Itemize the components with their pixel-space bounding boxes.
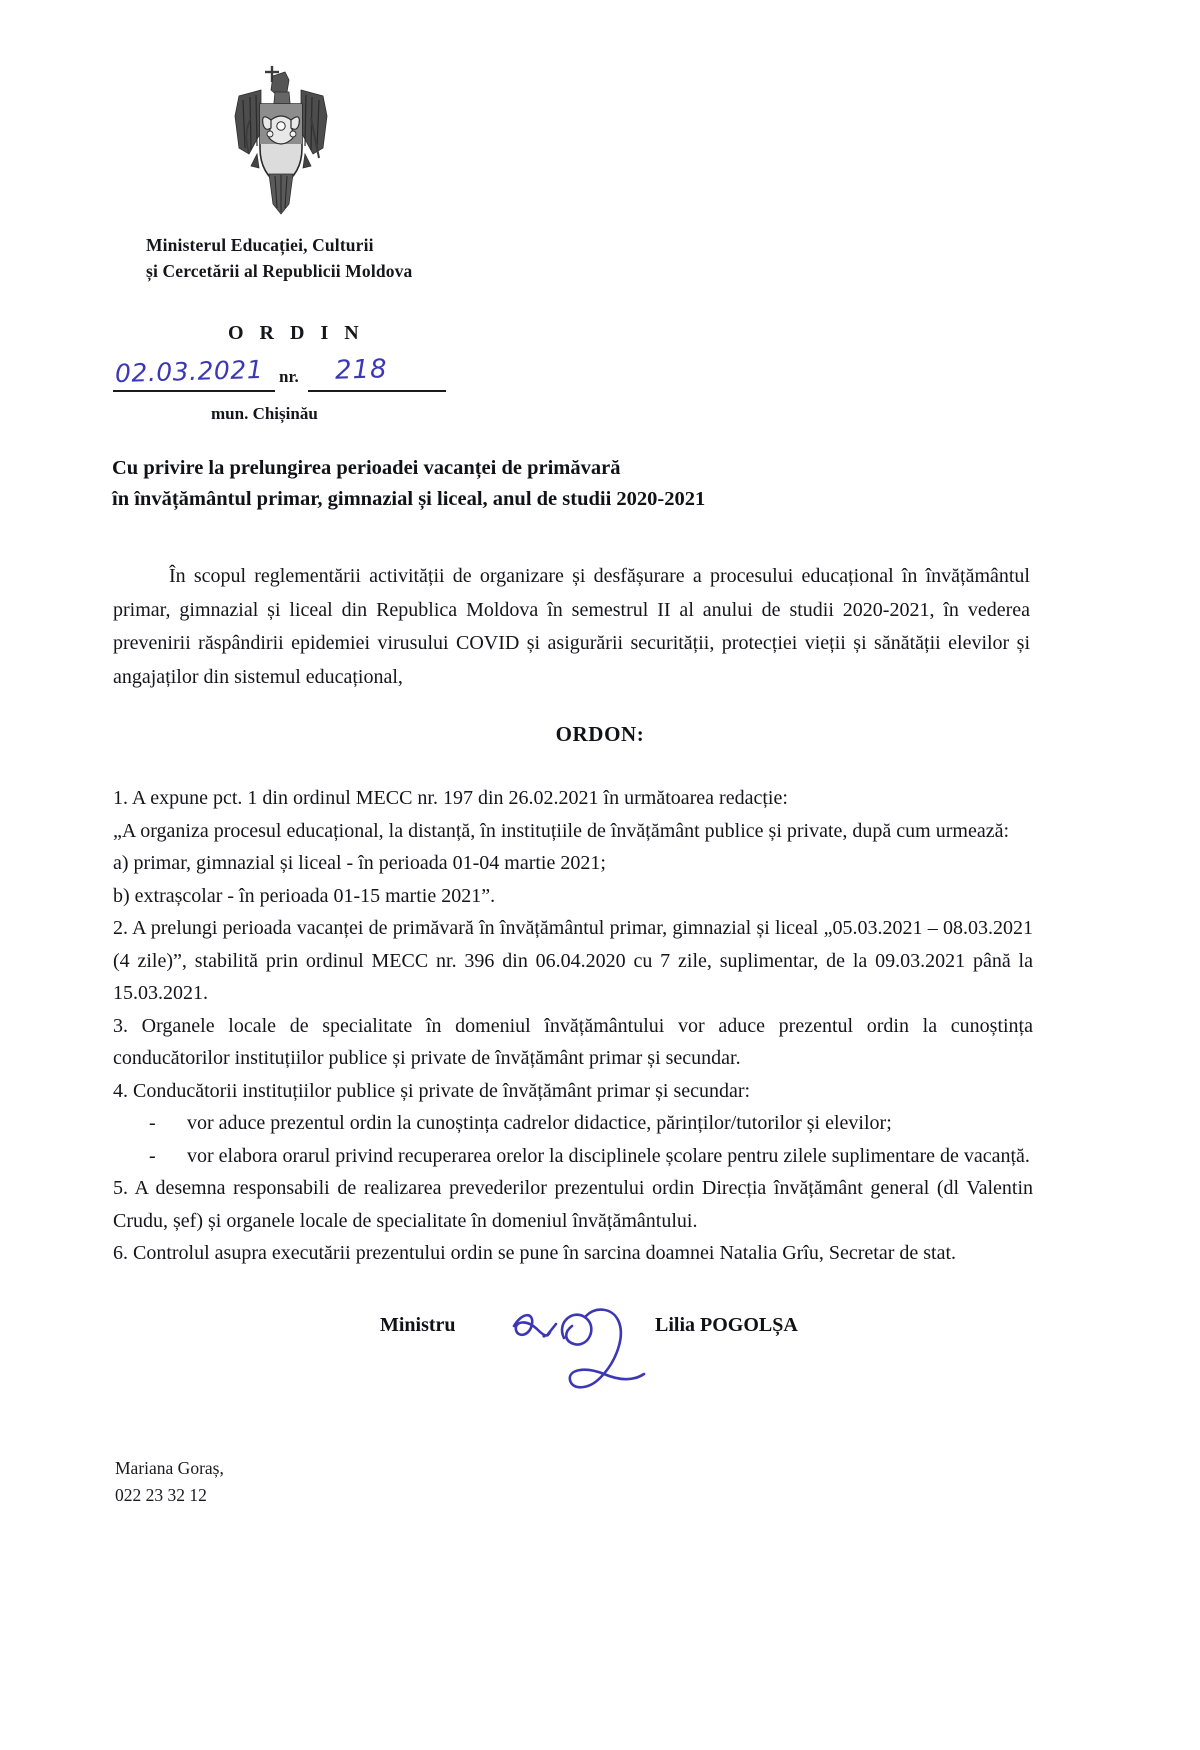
signatory-name: Lilia POGOLȘA — [655, 1314, 798, 1336]
order-body — [113, 782, 1033, 1270]
order-item-4-sublist — [113, 1107, 1033, 1172]
ordon-heading: ORDON: — [555, 722, 645, 746]
footer-contact — [115, 1455, 224, 1509]
contact-phone: 022 23 32 12 — [115, 1485, 207, 1505]
order-item-6: 6. Controlul asupra executării prezentului ordin se pune în sarcina doamnei Natalia Grîu, Secretar de stat. — [113, 1242, 957, 1264]
handwritten-signature-icon — [508, 1292, 668, 1402]
order-heading: O R D I N — [228, 322, 365, 344]
order-item-1a: a) primar, gimnazial și liceal - în perioada 01-04 martie 2021; — [113, 852, 606, 874]
signature-block — [380, 1310, 940, 1370]
order-item-4-dash-1-text: vor aduce prezentul ordin la cunoștința cadrelor didactice, părinților/tutorilor și elevilor; — [187, 1112, 892, 1134]
city-line: mun. Chișinău — [211, 404, 318, 423]
coat-of-arms-emblem-icon — [215, 62, 345, 222]
order-item-4: 4. Conducătorii instituțiilor publice și private de învățământ primar și secundar: — [113, 1079, 751, 1102]
signature-title: Ministru — [380, 1314, 456, 1336]
handwritten-date: 02.03.2021 — [114, 354, 264, 389]
contact-name: Mariana Goraș, — [115, 1458, 224, 1478]
order-item-1b: b) extrașcolar - în perioada 01-15 martie 2021”. — [113, 884, 496, 907]
subject-line-1: Cu privire la prelungirea perioadei vacanței de primăvară — [112, 457, 621, 479]
order-item-1-quote: „A organiza procesul educațional, la distanță, în instituțiile de învățământ publice și private, după cum urmează: — [113, 819, 1010, 842]
order-item-4-dash-2 — [113, 1140, 1033, 1173]
ministry-heading — [146, 232, 576, 284]
dash-marker-2: - — [149, 1144, 156, 1167]
ministry-line-1: Ministerul Educației, Culturii — [146, 235, 374, 255]
handwritten-order-number: 218 — [334, 354, 389, 386]
nr-label: nr. — [279, 367, 299, 386]
order-item-2: 2. A prelungi perioada vacanței de primăvară în învățământul primar, gimnazial și liceal „05.03.2021 – 08.03.2021 (4 zile)”, stabilită prin ordinul MECC nr. 396 din 06.04.2020 cu 7 zile, suplimentar, de la 09.03.2021 până la 15.03.2021. — [113, 917, 1033, 1004]
order-date-number-line — [113, 354, 473, 392]
preamble-paragraph: În scopul reglementării activității de organizare și desfășurare a procesului educațional în învățământul primar, gimnazial și liceal din Republica Moldova în semestrul II al anului de studii 2020-2021, în vederea prevenirii răspândirii epidemiei virusului COVID și asigurării securității, protecției vieții și sănătății elevilor și angajaților din sistemul educațional, — [113, 565, 1030, 688]
dash-marker-1: - — [149, 1112, 156, 1134]
order-item-1: 1. A expune pct. 1 din ordinul MECC nr. 197 din 26.02.2021 în următoarea redacție: — [113, 787, 788, 809]
number-rule — [308, 390, 446, 392]
order-item-4-dash-1 — [113, 1107, 1033, 1140]
order-item-5: 5. A desemna responsabili de realizarea prevederilor prezentului ordin Direcția învățământ general (dl Valentin Crudu, șef) și organele locale de specialitate în domeniul învățământului. — [113, 1177, 1033, 1232]
subject-title — [112, 453, 932, 515]
ministry-line-2: și Cercetării al Republicii Moldova — [146, 261, 413, 281]
date-rule — [113, 390, 275, 392]
order-item-3: 3. Organele locale de specialitate în domeniul învățământului vor aduce prezentul ordin la cunoștința conducătorilor instituțiilor publice și private de învățământ primar și secundar. — [113, 1014, 1033, 1069]
subject-line-2: în învățământul primar, gimnazial și liceal, anul de studii 2020-2021 — [112, 488, 706, 510]
order-item-4-dash-2-text: vor elabora orarul privind recuperarea orelor la disciplinele școlare pentru zilele suplimentare de vacanță. — [187, 1144, 1030, 1167]
